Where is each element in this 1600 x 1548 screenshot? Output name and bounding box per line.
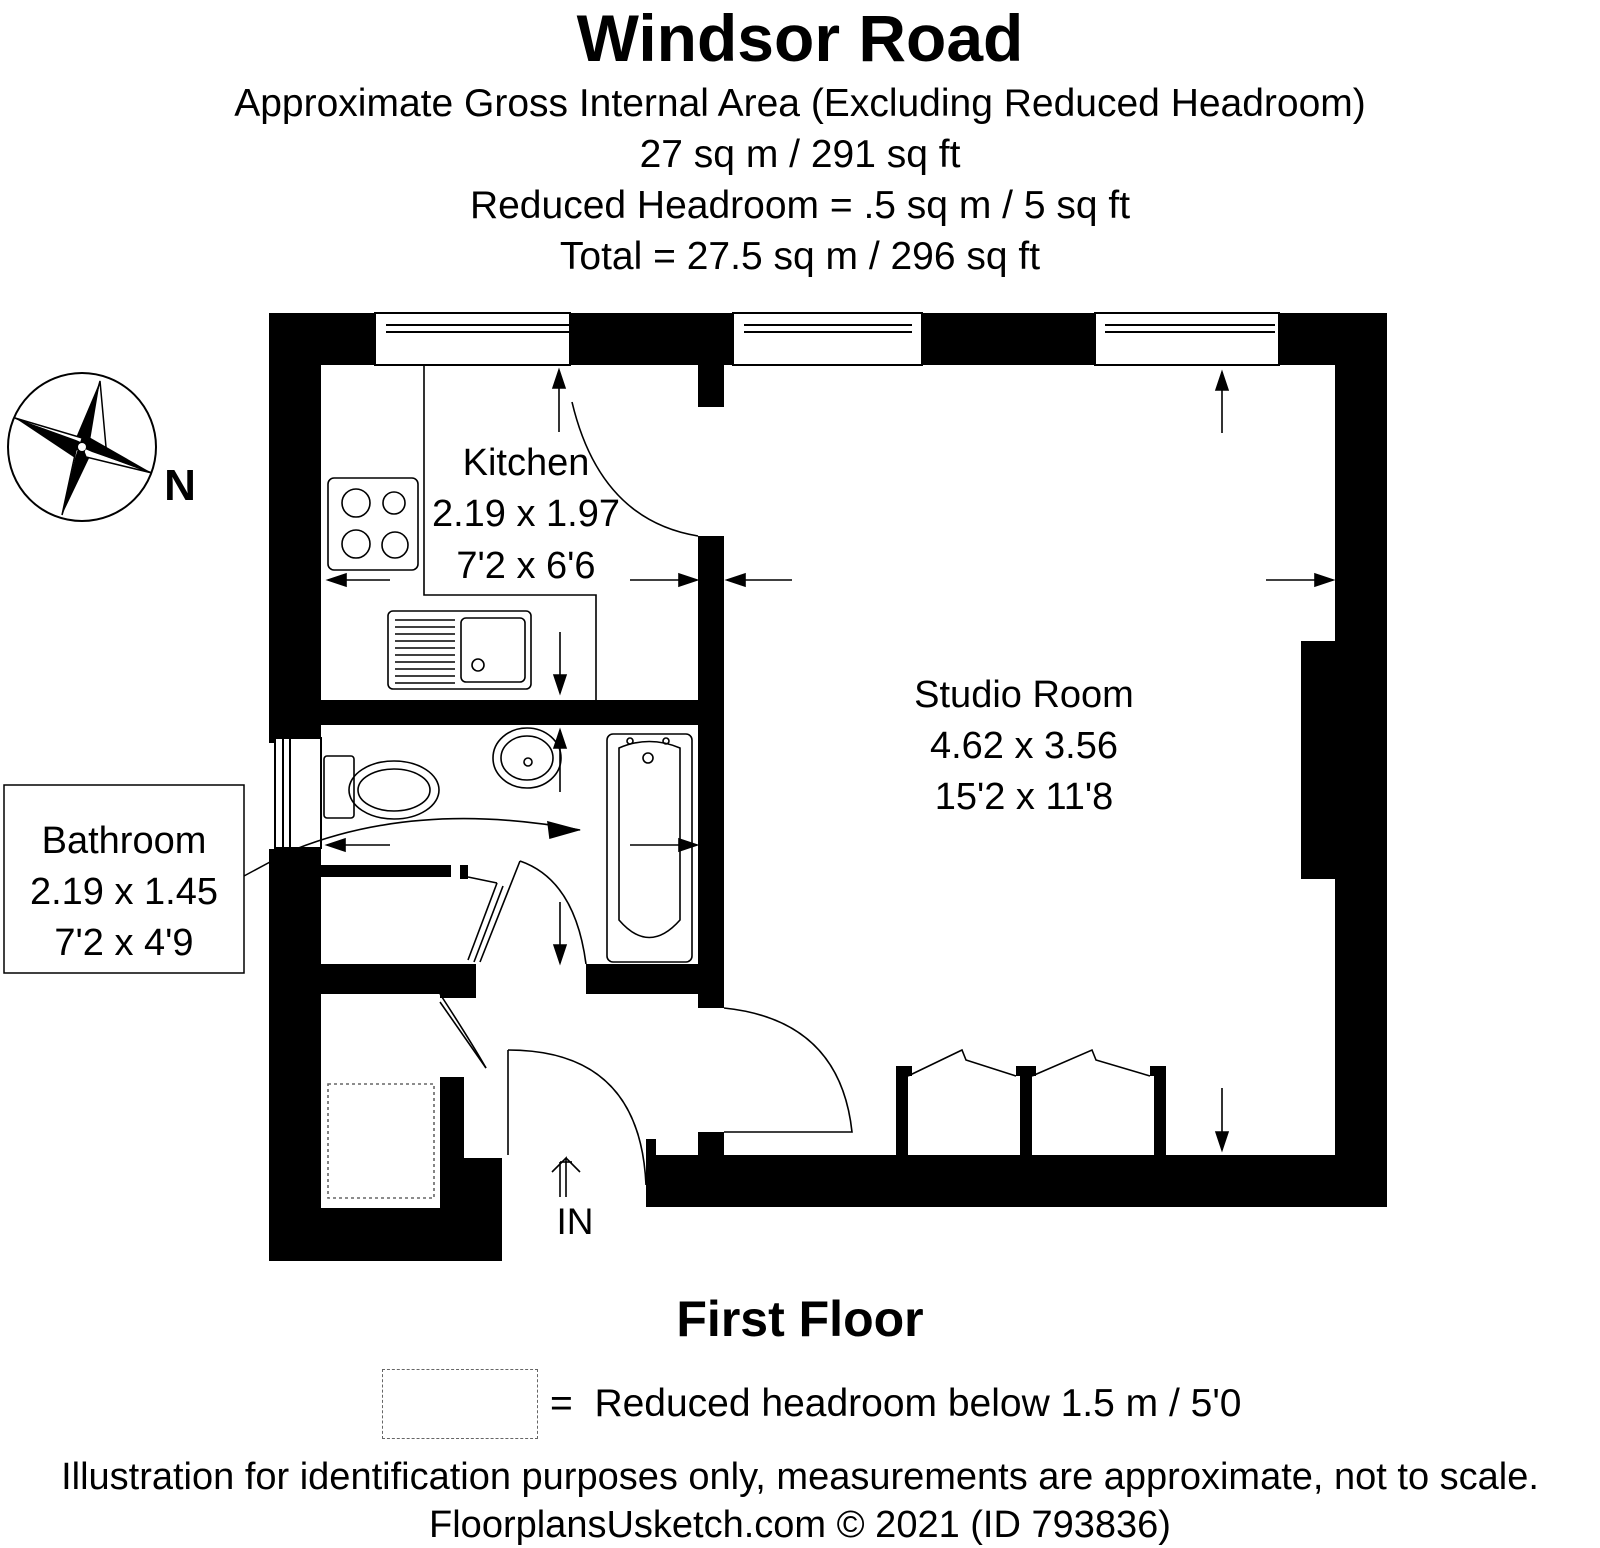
bathroom-name: Bathroom <box>41 820 207 862</box>
reduced-headroom-area: Reduced Headroom = .5 sq m / 5 sq ft <box>469 184 1131 227</box>
compass-north-label: N <box>164 461 196 510</box>
disclaimer: Illustration for identification purposes only, measurements are approximate, not to scale. <box>61 1456 1539 1498</box>
plan-title: Windsor Road <box>576 1 1024 75</box>
studio-metric: 4.62 x 3.56 <box>929 725 1119 767</box>
entrance-label: IN <box>556 1201 594 1242</box>
bathroom-metric: 2.19 x 1.45 <box>29 871 219 913</box>
legend-reduced-headroom-swatch <box>382 1369 538 1439</box>
gross-area-heading: Approximate Gross Internal Area (Excluding Reduced Headroom) <box>234 82 1366 125</box>
compass-rose-icon <box>8 373 156 521</box>
total-area: Total = 27.5 sq m / 296 sq ft <box>559 235 1041 278</box>
gross-area-value: 27 sq m / 291 sq ft <box>639 133 961 176</box>
studio-imperial: 15'2 x 11'8 <box>934 776 1114 818</box>
kitchen-name: Kitchen <box>462 442 590 484</box>
entrance-arrow-icon <box>552 1158 580 1197</box>
bathroom-imperial: 7'2 x 4'9 <box>54 922 194 964</box>
credit: FloorplansUsketch.com © 2021 (ID 793836) <box>429 1504 1171 1546</box>
walls <box>269 313 1387 1261</box>
kitchen-metric: 2.19 x 1.97 <box>431 493 621 535</box>
kitchen-imperial: 7'2 x 6'6 <box>456 545 596 587</box>
floor-label: First Floor <box>676 1291 924 1347</box>
legend <box>382 1374 1241 1434</box>
studio-name: Studio Room <box>914 674 1134 716</box>
measurement-arrows <box>327 370 1333 1150</box>
legend-text: = Reduced headroom below 1.5 m / 5'0 <box>550 1382 1242 1425</box>
